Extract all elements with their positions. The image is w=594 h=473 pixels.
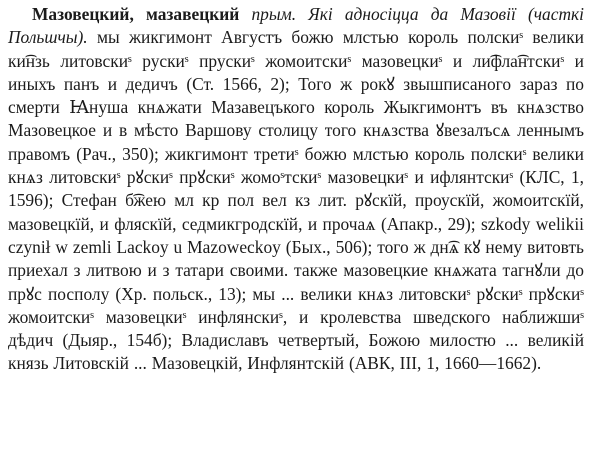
headword: Мазовецкий, мазавецкий [32, 4, 240, 24]
citations-text: мы жикгимонт Августъ божю млстью король полскиˢ велики ки͡нзь литовскиˢ рускиˢ прускиˢ жомоитскиˢ мазовецкиˢ и ли͡фла͡нтскиˢ и иныхъ панъ и дедичъ (Ст. 1566, 2); Того ж рокꙋ звышписаного зараз по смерти Ꙗнуша кнѧжати Мазавецъкого король Жыкгимонтъ въ кнѧзство Мазовецкое и в мѣсто Варшову столицу того кнѧзства ꙋвезалъсѧ леннымъ правомъ (Рач., 350); жикгимонт третиˢ божю млстью король полскиˢ велики кнѧз литовскиˢ рꙋскиˢ прꙋскиˢ жомоˢтскиˢ мазовецкиˢ и ифлянтскиˢ (КЛС, 1, 1596); Стефан б͡жею мл кр пол вел кз лит. рꙋскїй, проускїй, жомоитскїй, мазовецкїй, и фляскїй, седмикгродскїй, и прочаѧ (Апакр., 29); szkody welikii czynił w zemli Lackoy u Mazoweckoy (Бых., 506); того ж дн͡ѧ кꙋ нему витовть приехал з литвою и з татари своими. также мазовецкие кнѧжата тагнꙋли до прꙋс посполу (Хр. польск., 13); мы ... велики кнѧз литовскиˢ рꙋскиˢ прꙋскиˢ жомоитскиˢ мазовецкиˢ инфлянскиˢ, и кролевства шведского наближшиˢ дѣдич (Дыяр., 154б); Владиславъ четвертый, Божою милостю ... великій князь Литовскій ... Мазовецкій, Инфлянтскій (АВК, ІІІ, 1, 1660—1662). [8, 27, 584, 374]
part-of-speech: прым. [251, 4, 297, 24]
definition-gloss: Які адносіцца да Мазовії (часткі Польшчы). [8, 4, 584, 48]
dictionary-entry [8, 3, 584, 376]
